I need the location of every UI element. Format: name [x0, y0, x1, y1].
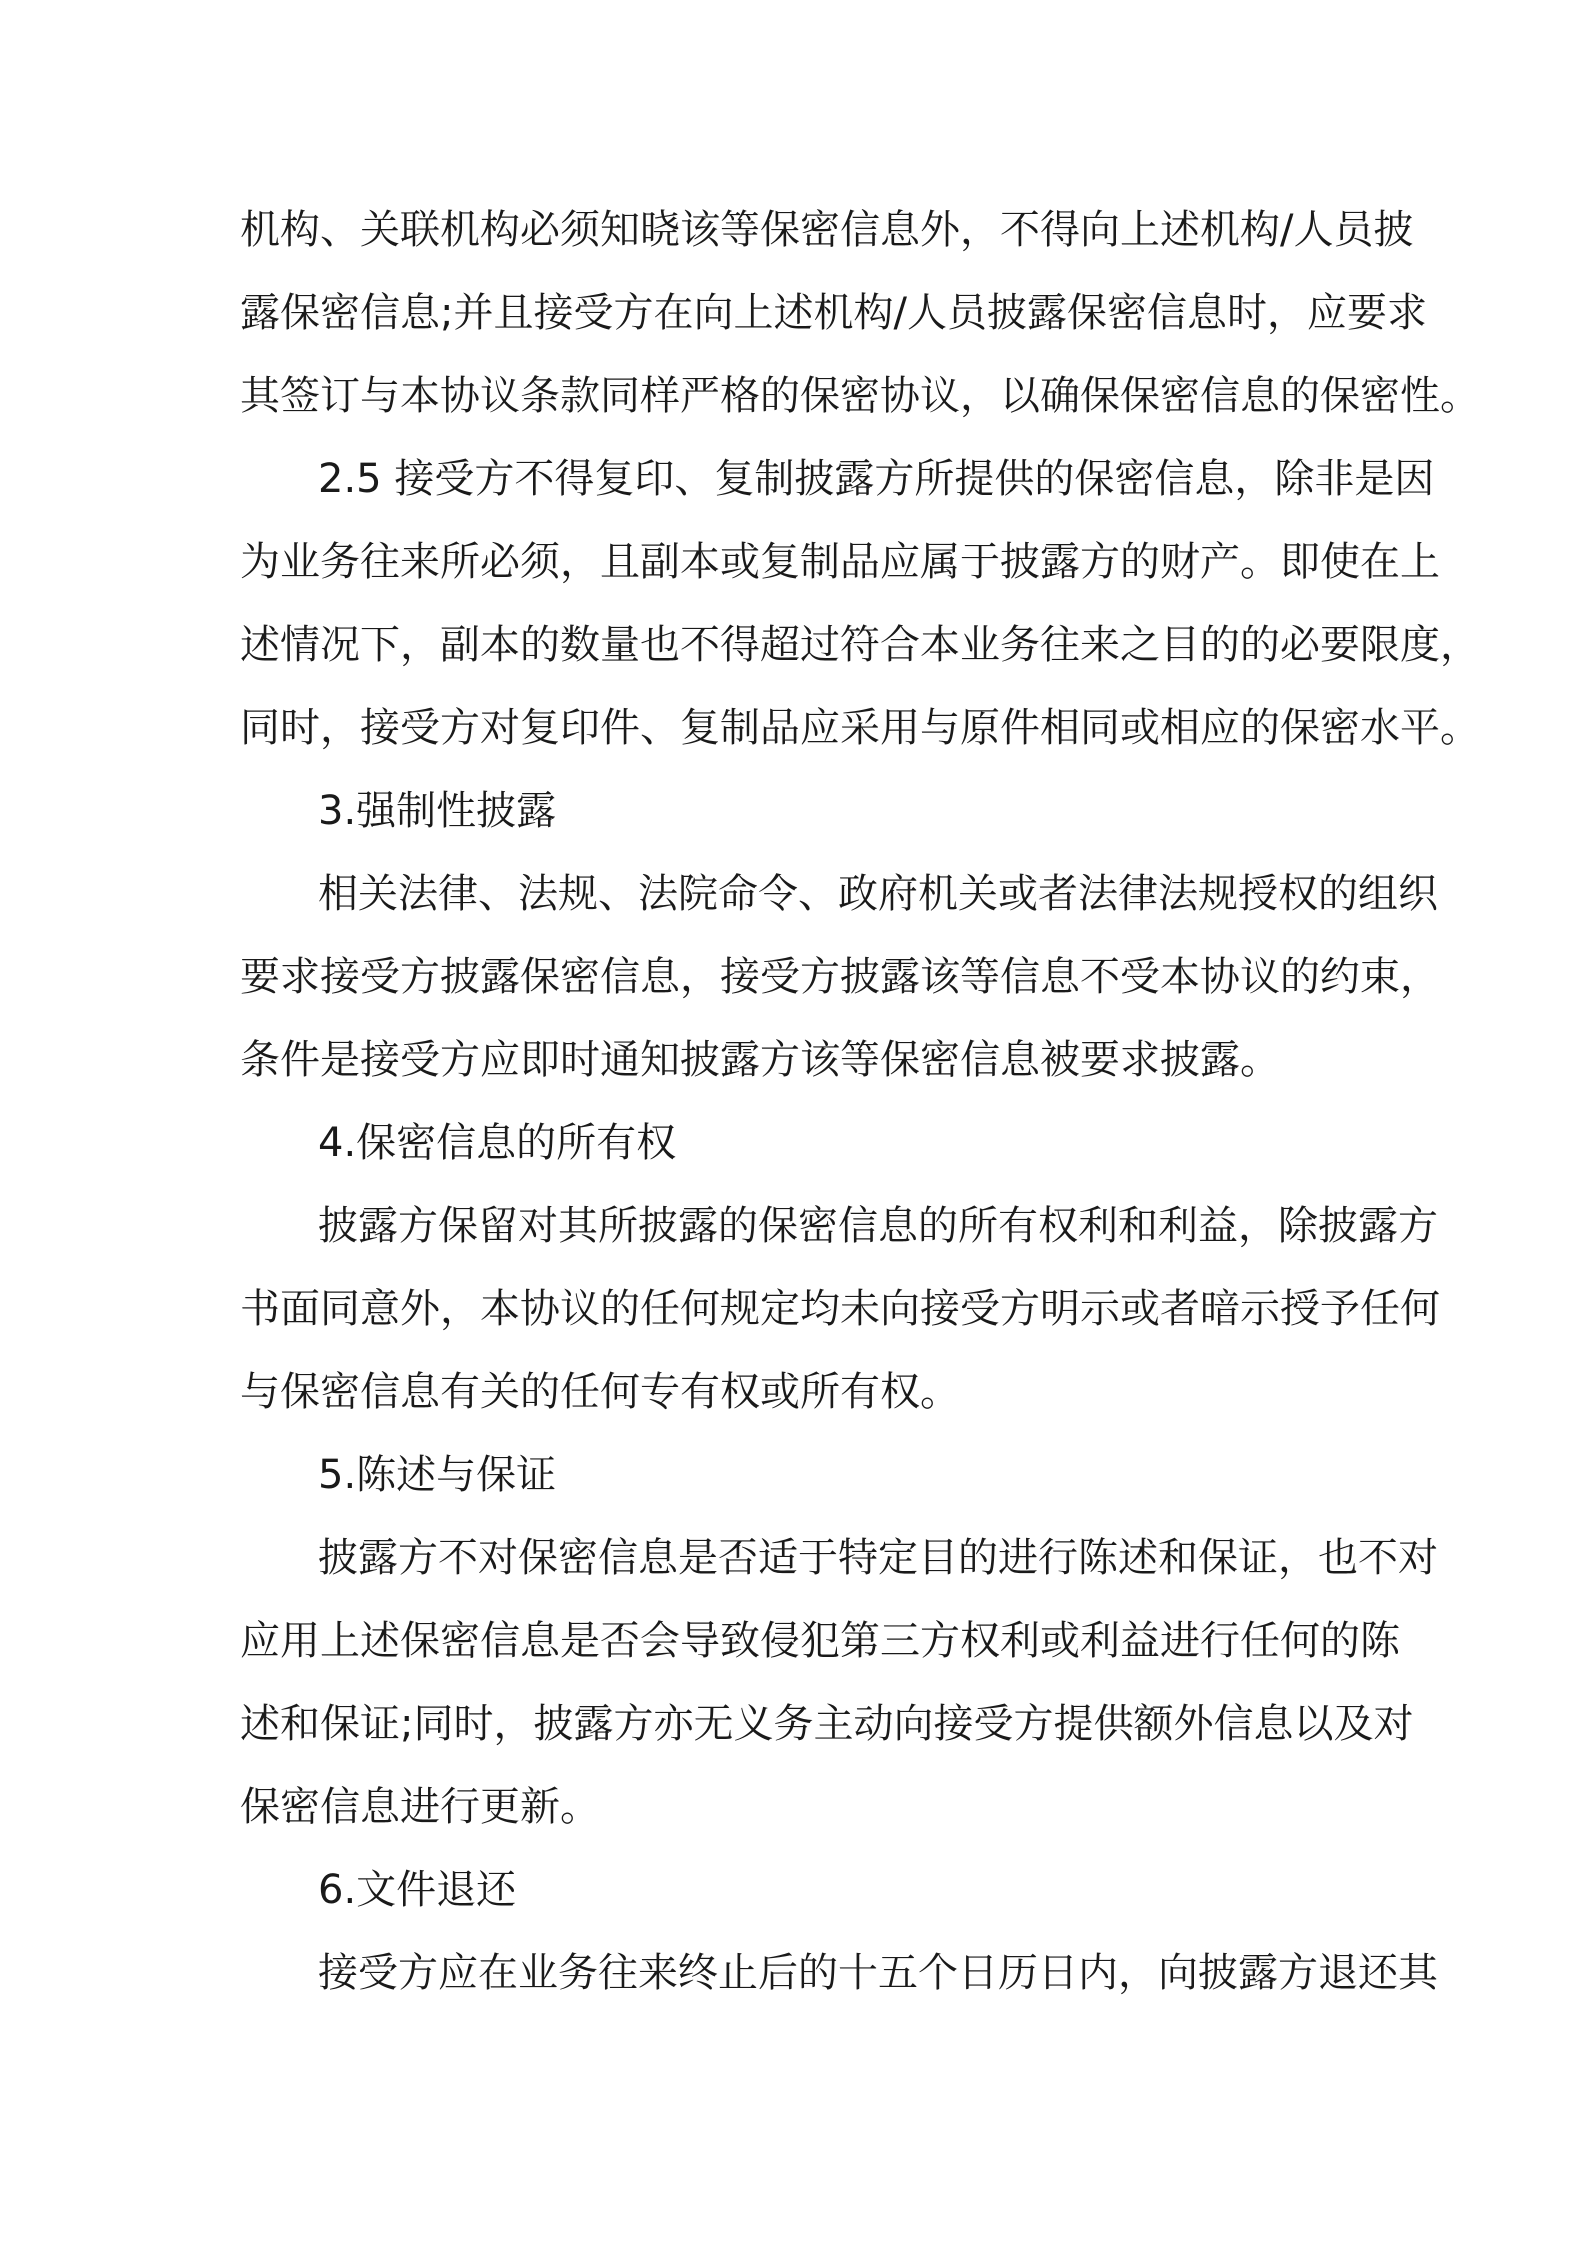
- body-text-line: 同时，接受方对复印件、复制品应采用与原件相同或相应的保密水平。: [240, 705, 1480, 751]
- body-paragraph-start: 披露方不对保密信息是否适于特定目的进行陈述和保证，也不对: [318, 1535, 1438, 1581]
- body-paragraph-start: 披露方保留对其所披露的保密信息的所有权利和利益，除披露方: [318, 1203, 1438, 1249]
- body-paragraph-start: 接受方应在业务往来终止后的十五个日历日内，向披露方退还其: [318, 1950, 1438, 1996]
- section-heading-compelled-disclosure: 3.强制性披露: [318, 788, 557, 834]
- body-text-line: 与保密信息有关的任何专有权或所有权。: [240, 1369, 960, 1415]
- body-text-line: 其签订与本协议条款同样严格的保密协议，以确保保密信息的保密性。: [240, 373, 1480, 419]
- body-text-line: 机构、关联机构必须知晓该等保密信息外，不得向上述机构/人员披: [240, 207, 1414, 253]
- section-heading-return-of-documents: 6.文件退还: [318, 1867, 517, 1913]
- body-text-line: 条件是接受方应即时通知披露方该等保密信息被要求披露。: [240, 1037, 1280, 1083]
- body-text-line: 应用上述保密信息是否会导致侵犯第三方权利或利益进行任何的陈: [240, 1618, 1400, 1664]
- clause-2-5-paragraph-start: 2.5 接受方不得复印、复制披露方所提供的保密信息，除非是因: [318, 456, 1435, 502]
- body-text-line: 述情况下，副本的数量也不得超过符合本业务往来之目的的必要限度，: [240, 622, 1480, 668]
- body-text-line: 露保密信息;并且接受方在向上述机构/人员披露保密信息时，应要求: [240, 290, 1427, 336]
- body-text-line: 保密信息进行更新。: [240, 1784, 600, 1830]
- body-text-line: 要求接受方披露保密信息，接受方披露该等信息不受本协议的约束，: [240, 954, 1440, 1000]
- section-heading-representations: 5.陈述与保证: [318, 1452, 557, 1498]
- section-heading-ownership: 4.保密信息的所有权: [318, 1120, 677, 1166]
- body-text-line: 书面同意外，本协议的任何规定均未向接受方明示或者暗示授予任何: [240, 1286, 1440, 1332]
- body-text-line: 为业务往来所必须，且副本或复制品应属于披露方的财产。即使在上: [240, 539, 1440, 585]
- body-text-line: 述和保证;同时，披露方亦无义务主动向接受方提供额外信息以及对: [240, 1701, 1414, 1747]
- body-paragraph-start: 相关法律、法规、法院命令、政府机关或者法律法规授权的组织: [318, 871, 1438, 917]
